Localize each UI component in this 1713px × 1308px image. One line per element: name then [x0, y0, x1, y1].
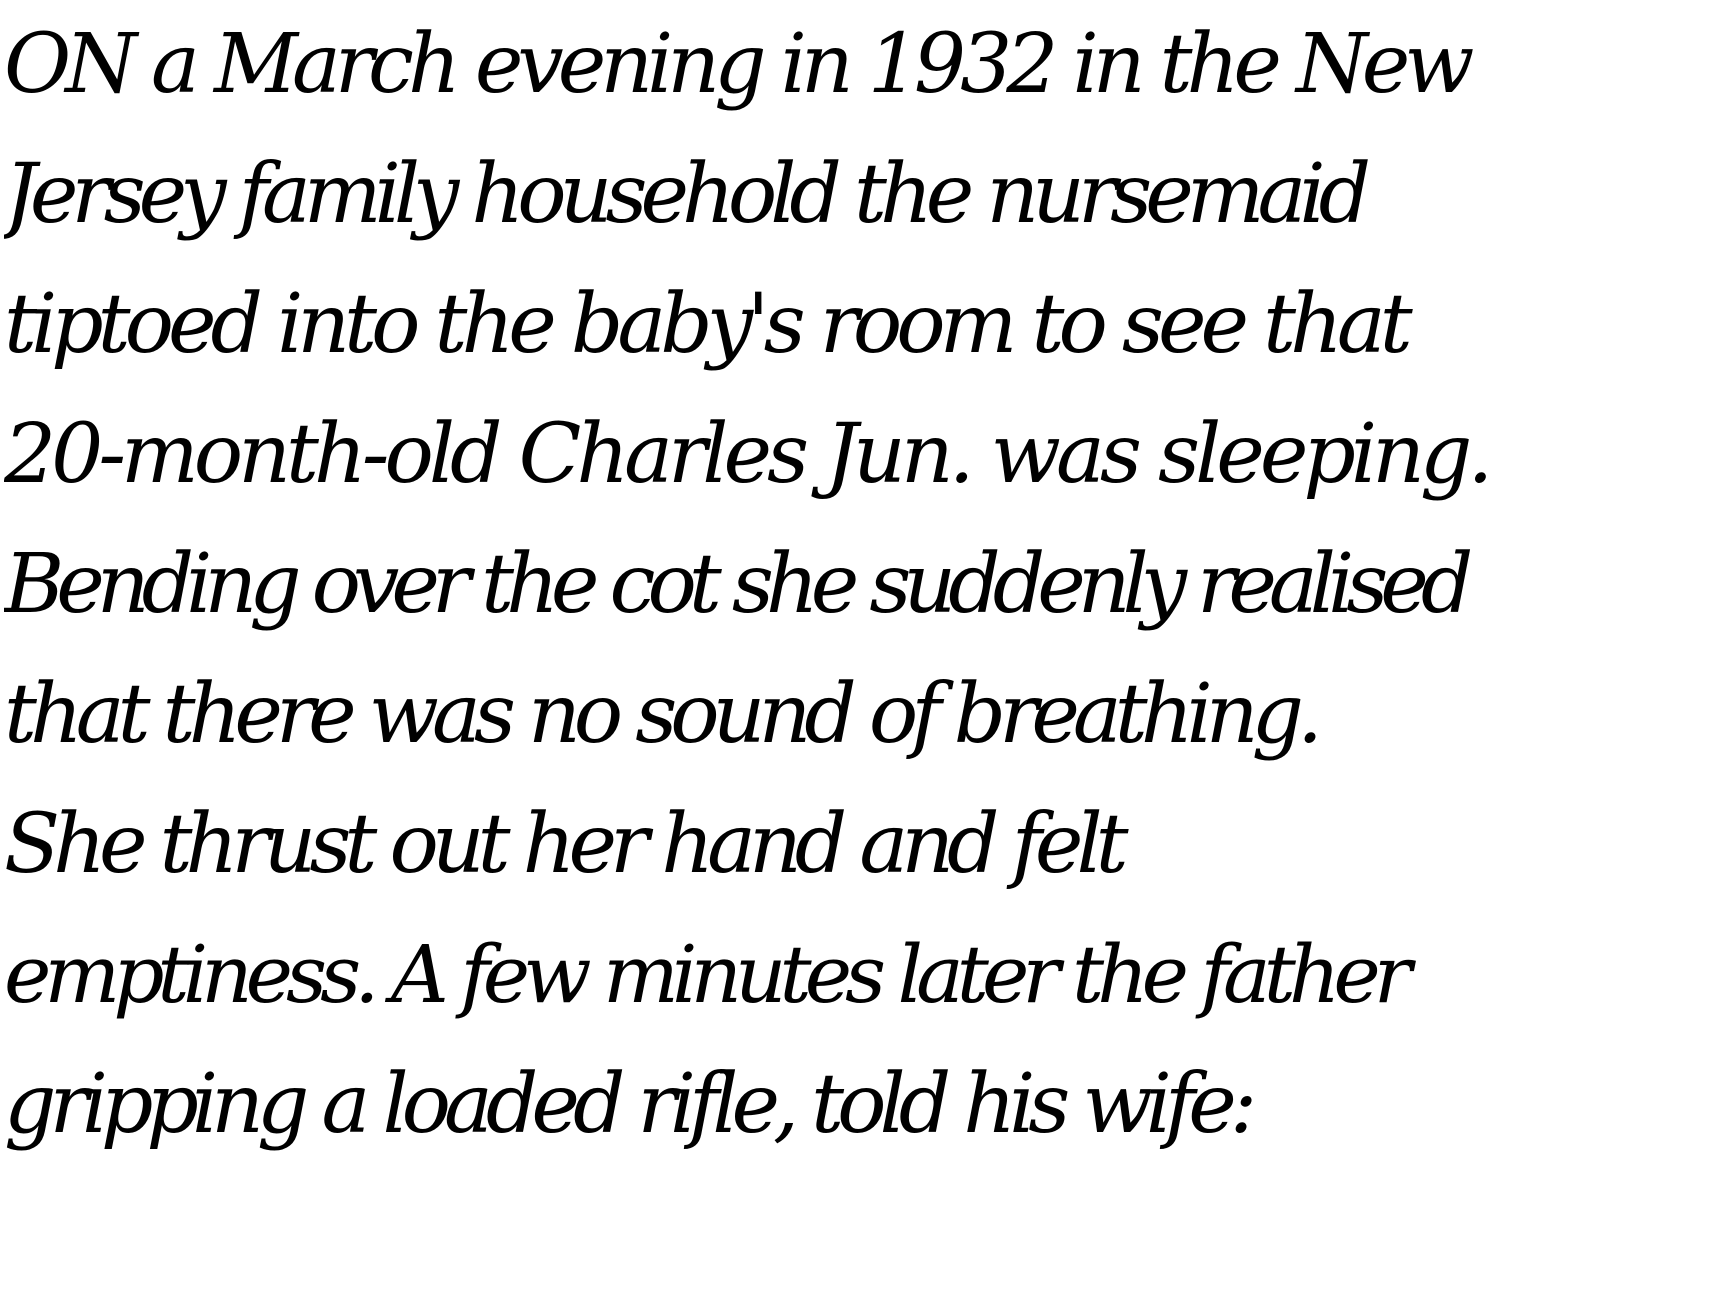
handwriting-line-4: 20-month-old Charles Jun. was sleeping. — [4, 407, 1489, 502]
handwriting-line-5: Bending over the cot she suddenly realised — [4, 537, 1466, 632]
handwriting-line-7: She thrust out her hand and felt — [4, 797, 1122, 892]
handwriting-line-3: tiptoed into the baby's room to see that — [4, 277, 1407, 372]
handwriting-line-6: that there was no sound of breathing. — [4, 667, 1317, 762]
handwriting-lines — [4, 0, 1704, 1170]
handwriting-line-1: ON a March evening in 1932 in the New — [4, 17, 1469, 112]
handwriting-line-8: emptiness. A few minutes later the father — [4, 928, 1405, 1021]
handwriting-line-9: gripping a loaded rifle, told his wife: — [4, 1057, 1251, 1152]
handwriting-line-2: Jersey family household the nursemaid — [4, 147, 1365, 242]
